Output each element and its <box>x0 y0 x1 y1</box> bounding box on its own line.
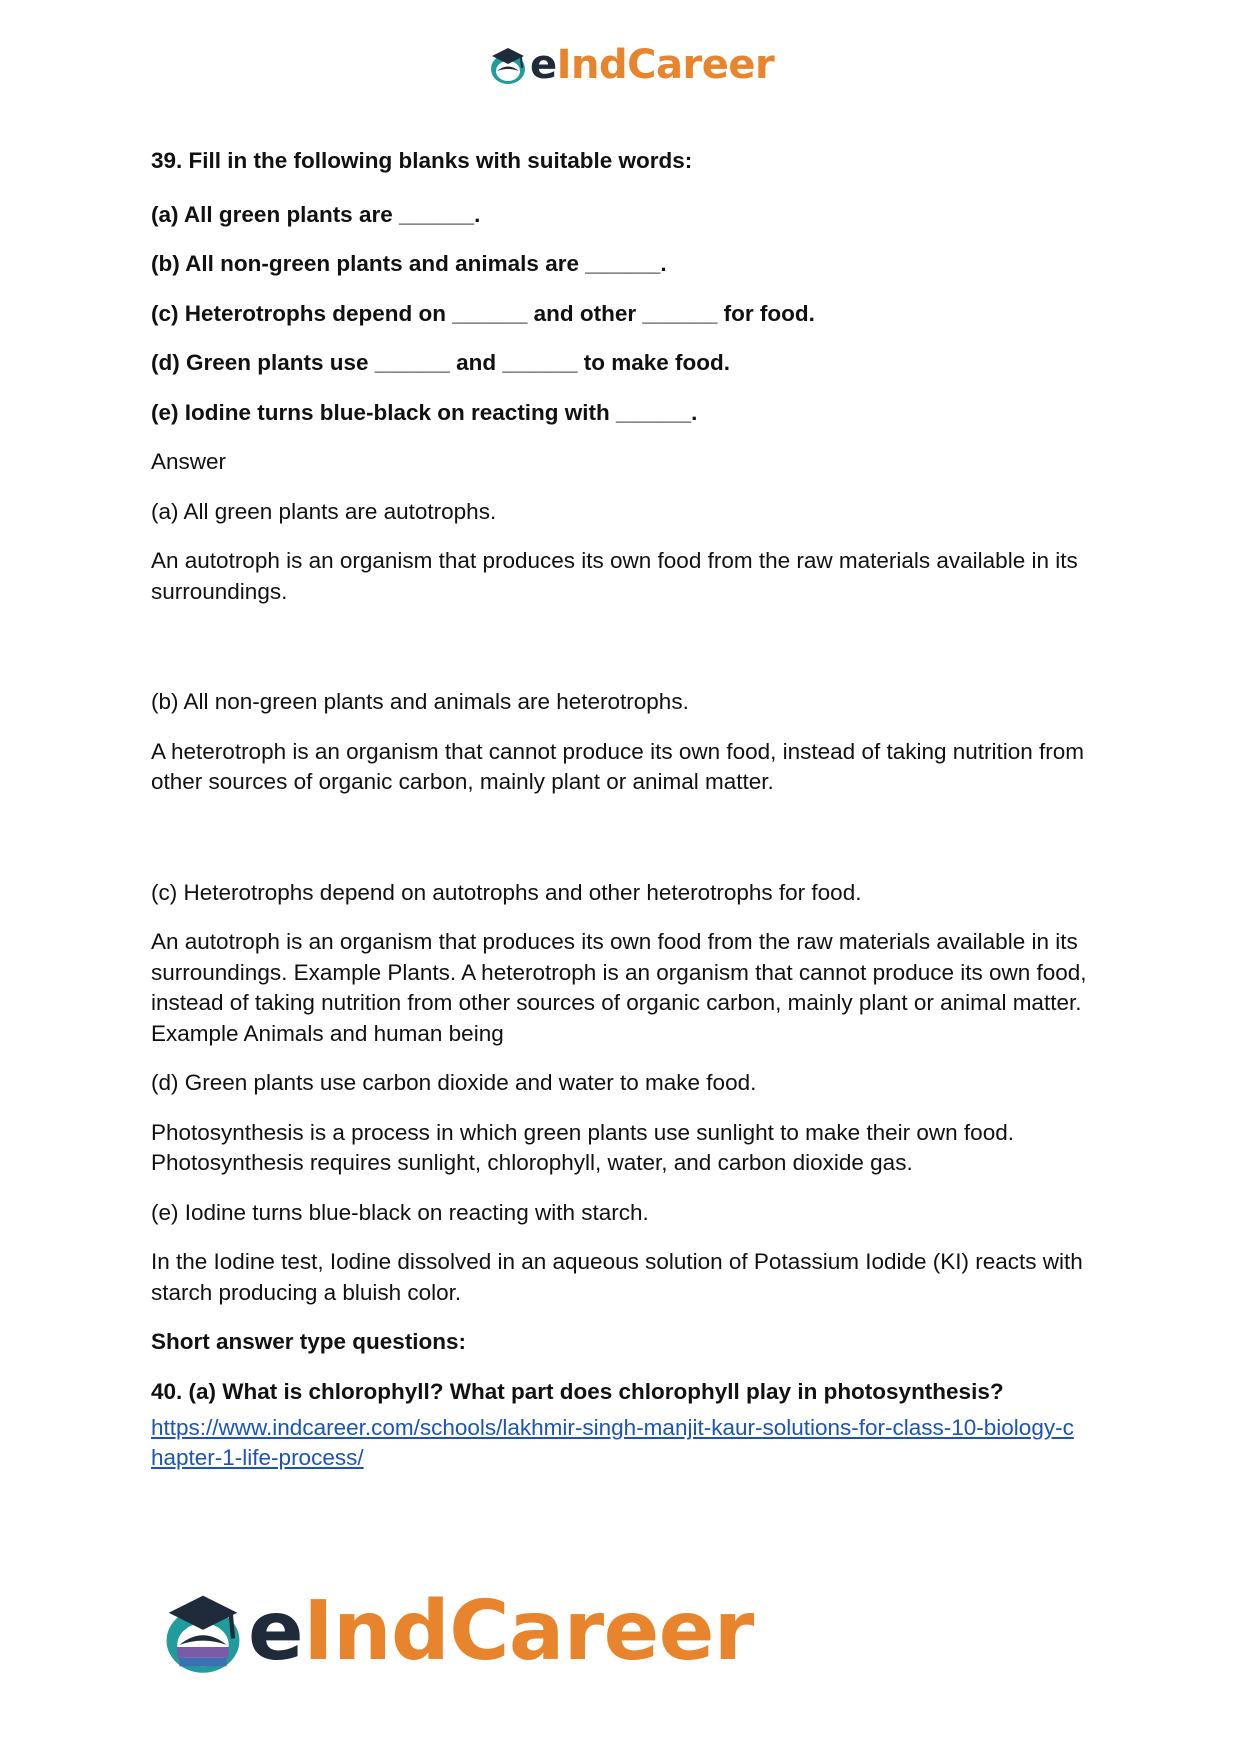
header-logo <box>488 40 774 90</box>
answer-label: Answer <box>151 449 227 474</box>
logo-wordmark <box>530 42 775 88</box>
answer-e-explanation: In the Iodine test, Iodine dissolved in an aqueous solution of Potassium Iodide (KI) reacts with starch producing a bluish color. <box>151 1249 1083 1305</box>
question-item-d: (d) Green plants use ______ and ______ to make food. <box>151 350 730 375</box>
graduation-cap-icon <box>160 1587 246 1677</box>
question-item-b: (b) All non-green plants and animals are ______. <box>151 251 667 276</box>
logo-wordmark <box>248 1584 754 1679</box>
answer-e: (e) Iodine turns blue-black on reacting with starch. <box>151 1199 649 1225</box>
footer-logo <box>160 1582 754 1682</box>
next-question: 40. (a) What is chlorophyll? What part does chlorophyll play in photosynthesis? <box>151 1378 1004 1404</box>
logo-text: IndCareer <box>556 42 775 88</box>
answer-a-explanation: An autotroph is an organism that produces its own food from the raw materials available in its surroundings. <box>151 548 1078 604</box>
section-heading: Short answer type questions: <box>151 1329 467 1354</box>
answer-c: (c) Heterotrophs depend on autotrophs and other heterotrophs for food. <box>151 879 862 905</box>
answer-b-explanation: A heterotroph is an organism that cannot produce its own food, instead of taking nutrition from other sources of organic carbon, mainly plant or animal matter. <box>151 738 1085 794</box>
answer-d: (d) Green plants use carbon dioxide and water to make food. <box>151 1070 757 1095</box>
footer-link-line1: https://www.indcareer.com/schools/lakhmir-singh-manjit-kaur-solutions-for-class-10-biology-c <box>151 1415 1074 1440</box>
question-title: 39. Fill in the following blanks with suitable words: <box>151 148 693 173</box>
question-item-a: (a) All green plants are ______. <box>151 201 481 227</box>
answer-b: (b) All non-green plants and animals are heterotrophs. <box>151 689 689 714</box>
logo-letter-e: e <box>530 42 557 88</box>
logo-text: IndCareer <box>303 1584 754 1679</box>
footer-link-line2: hapter-1-life-process/ <box>151 1445 364 1470</box>
answer-a: (a) All green plants are autotrophs. <box>151 498 497 524</box>
document-body <box>151 146 1111 1473</box>
logo-letter-e: e <box>248 1584 304 1679</box>
answer-c-explanation: An autotroph is an organism that produces its own food from the raw materials available in its surroundings. Example Plants. A heterotroph is an organism that cannot produce its own food, instead of taking nutrition from other sources of organic carbon, mainly plant or animal matter. Example Animals and human being <box>151 929 1087 1046</box>
question-item-e: (e) Iodine turns blue-black on reacting with ______. <box>151 399 698 425</box>
footer-link[interactable] <box>151 1413 1111 1473</box>
question-item-c: (c) Heterotrophs depend on ______ and other ______ for food. <box>151 300 815 326</box>
graduation-cap-icon <box>488 44 528 86</box>
answer-d-explanation: Photosynthesis is a process in which green plants use sunlight to make their own food. Photosynthesis requires sunlight, chlorophyll, water, and carbon dioxide gas. <box>151 1119 1014 1175</box>
